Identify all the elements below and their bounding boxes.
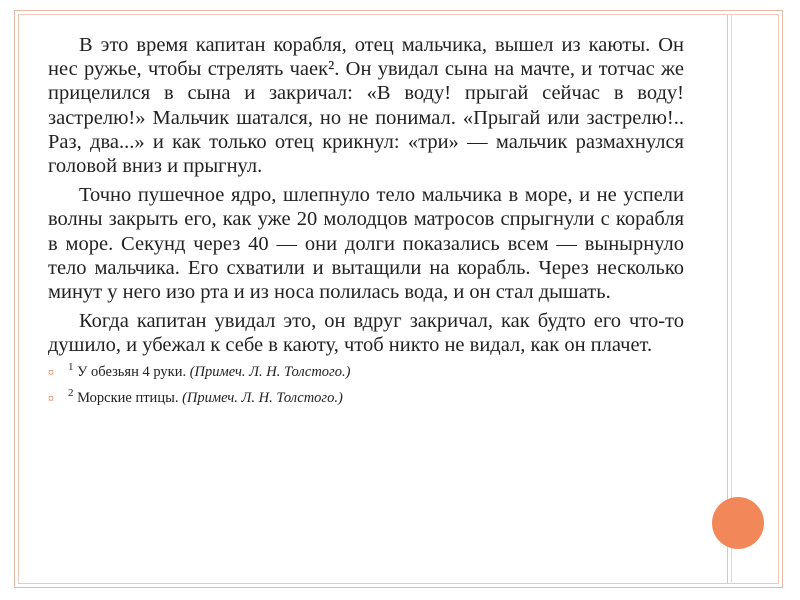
footnote-note: (Примеч. Л. Н. Толстого.) [189,363,351,380]
footnote [48,360,684,381]
bullet-icon: ¤ [48,390,54,405]
footnote-number: 1 [68,360,74,373]
paragraph: Когда капитан увидал это, он вдруг закричал, как будто его что-то душило, и убежал к себе в каюту, чтоб никто не видал, как он плачет. [48,310,684,357]
footnote-number: 2 [68,386,74,399]
footnote [48,386,684,407]
footnotes [48,360,684,407]
footnote-text: Морские птицы. [77,389,179,406]
bullet-icon: ¤ [48,364,54,379]
slide-content [48,33,684,415]
decorative-circle [712,497,764,549]
footnote-text: У обезьян 4 руки. [77,363,187,380]
footnote-note: (Примеч. Л. Н. Толстого.) [182,389,343,406]
paragraph: Точно пушечное ядро, шлепнуло тело мальчика в море, и не успели волны закрыть его, как уже 20 молодцов матросов спрыгнули с корабля в море. Секунд через 40 — они долги показались всем — вынырнуло тело мальчика. Его схватили и вытащили на корабль. Через несколько минут у него изо рта и из носа полилась вода, и он стал дышать. [48,184,684,304]
paragraph: В это время капитан корабля, отец мальчика, вышел из каюты. Он нес ружье, чтобы стрелять чаек². Он увидал сына на мачте, и тотчас же прицелился в сына и закричал: «В воду! прыгай сейчас в воду! застрелю!» Мальчик шатался, но не понимал. «Прыгай или застрелю!.. Раз, два...» и как только отец крикнул: «три» — мальчик размахнулся головой вниз и прыгнул. [48,34,684,178]
